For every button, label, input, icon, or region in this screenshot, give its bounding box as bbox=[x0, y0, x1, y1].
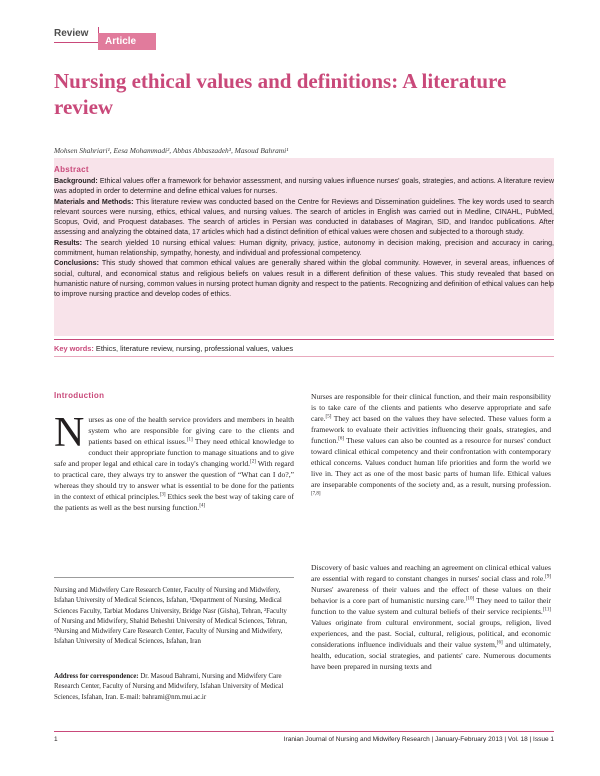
citation-ref[interactable]: [11] bbox=[542, 607, 551, 613]
citation-ref[interactable]: [2] bbox=[250, 459, 256, 465]
keywords bbox=[54, 344, 554, 354]
citation-ref[interactable]: [1] bbox=[186, 437, 193, 443]
body-text-8: and ultimately, health, education, social strategies, and patients' care. Numerous documents have been prepared in nursing texts and bbox=[311, 640, 551, 672]
intro-text-4: Ethics seek the best way of taking care of the patients as well as the best nursing function. bbox=[54, 492, 295, 513]
introduction-paragraph bbox=[54, 410, 295, 513]
citation-ref[interactable]: [9] bbox=[545, 574, 551, 580]
page-title: Nursing ethical values and definitions: A literature review bbox=[54, 69, 507, 119]
author-list: Mohsen Shahriari¹, Eesa Mohammadi², Abbas Abbaszadeh³, Masoud Bahrami¹ bbox=[54, 146, 289, 155]
intro-text-1: urses as one of the health service providers and members in health system who are responsible for giving care to the clients and patients based on ethical issues. bbox=[88, 415, 294, 447]
header-rule bbox=[54, 42, 98, 43]
abstract-methods-label: Materials and Methods: bbox=[54, 197, 134, 206]
keywords-label: Key words: bbox=[54, 344, 94, 353]
body-paragraph bbox=[311, 562, 551, 672]
abstract-heading: Abstract bbox=[54, 165, 89, 174]
abstract-conclusions-label: Conclusions: bbox=[54, 259, 99, 268]
abstract-background-label: Background: bbox=[54, 177, 98, 185]
introduction-heading: Introduction bbox=[54, 391, 105, 400]
citation-ref[interactable]: [3] bbox=[159, 492, 166, 498]
citation-ref[interactable]: [6] bbox=[496, 640, 503, 646]
drop-cap: N bbox=[54, 410, 85, 456]
keywords-bottom-rule bbox=[54, 356, 554, 357]
affiliation-footnote: Nursing and Midwifery Care Research Center, Faculty of Nursing and Midwifery, Isfahan University of Medical Sciences, Isfahan, ¹Department of Nursing, Medical Sciences Faculty, Tarbiat Modares University, Bridge Nasr (Gisha), Tehran, ²Faculty of Nursing and Midwifery, Shahid Beheshti University of Medical Sciences, Tehran, ³Nursing and Midwifery Care Research Center, Faculty of Nursing and Midwifery, Isfahan University of Medical Sciences, Isfahan, Iran bbox=[54, 587, 287, 646]
citation-ref[interactable]: [4] bbox=[199, 503, 206, 509]
body-paragraph bbox=[311, 391, 551, 501]
correspondence-label: Address for correspondence: bbox=[54, 673, 139, 680]
abstract-background-section bbox=[54, 176, 554, 197]
body-text-6: They need to tailor their function to the value system and cultural beliefs of their service recipients. bbox=[311, 596, 552, 617]
body-text-5: Nurses' awareness of their values and the effect of these values on their behavior is a core part of humanistic nursing care. bbox=[311, 585, 551, 606]
correspondence-footnote bbox=[54, 672, 294, 703]
body-text-1: Nurses are responsible for their clinical function, and their main responsibility is to take care of the clients and patients who deserve appropriate and safe care. bbox=[311, 392, 551, 424]
intro-text-2: They need ethical knowledge to conduct their appropriate function to manage situations and to give safe and proper legal and ethical care in today's changing world. bbox=[54, 437, 294, 469]
citation-ref[interactable]: [10] bbox=[465, 596, 475, 602]
footer-rule bbox=[54, 731, 554, 732]
body-text-2: They act based on the values they have selected. These values form a framework to evaluate their activities influencing their goals, strategies, and function. bbox=[311, 414, 551, 446]
article-type-tab-article: Article bbox=[98, 33, 156, 50]
journal-citation: Iranian Journal of Nursing and Midwifery Research | January-February 2013 | Vol. 18 | Issue 1 bbox=[283, 736, 554, 743]
footnote-rule bbox=[54, 577, 294, 578]
body-text-3: These values can also be counted as a resource for nurses' conduct toward clinical ethical competency and their confrontation with contemporary ethical concerns. Values conduct human life priorities and form the world we live in. They act as one of the most basic parts of human life. Ethical values are inseparable components of the society and, as a result, nursing profession. bbox=[311, 436, 551, 490]
abstract-conclusions-section bbox=[54, 258, 554, 299]
correspondence-text: Dr. Masoud Bahrami, Nursing and Midwifery Care Research Center, Faculty of Nursing and Midwifery, Isfahan University of Medical Sciences, Isfahan, Iran. E-mail: bahrami@nm.mui.ac.ir bbox=[54, 673, 284, 701]
article-type-tab-review: Review bbox=[54, 28, 89, 39]
abstract-results-label: Results: bbox=[54, 238, 82, 247]
abstract bbox=[54, 164, 554, 300]
body-text-4: Discovery of basic values and reaching an agreement on clinical ethical values are essential with regard to constant changes in nurses' social class and role. bbox=[311, 563, 551, 584]
abstract-results-section bbox=[54, 238, 554, 259]
citation-ref[interactable]: [7,8] bbox=[311, 491, 321, 497]
abstract-methods-text: This literature review was conducted based on the Centre for Reviews and Dissemination guidelines. The key words used to search relevant sources were nursing, ethics, ethical values, and nursing values. The search of articles in English was carried out in Medline, CINAHL, PubMed, Scopus, Ovid, and Proquest databases. The search of articles in Persian was conducted in databases of Magiran, SID, and Irandoc publications. After assessing and analyzing the obtained data, 17 articles which had a distinct definition of ethical values were chosen and subjected to a thorough study. bbox=[54, 197, 555, 237]
body-text-7: Values originate from cultural environment, social groups, religion, lived experiences, and the past. Social, cultural, religious, political, and economic considerations influence individuals and their value system, bbox=[311, 618, 551, 650]
citation-ref[interactable]: [5] bbox=[325, 414, 332, 420]
abstract-results-text: The search yielded 10 nursing ethical values: Human dignity, privacy, justice, autonomy in decision making, precision and accuracy in caring, commitment, human relationship, sympathy, honesty, and individual and professional competency. bbox=[54, 238, 555, 258]
citation-ref[interactable]: [6] bbox=[338, 436, 345, 442]
keywords-rule bbox=[54, 339, 554, 340]
abstract-conclusions-text: This study showed that common ethical values are generally shared within the global community. However, in several areas, influences of social, cultural, and economical status and religious beliefs on values result in a different definition of these values. This study revealed that based on humanistic nature of nursing, common values in nursing protect human dignity and respect to the patients. Recognizing and definition of ethical values can help to improve nursing practice and develop codes of ethics. bbox=[54, 259, 555, 299]
abstract-methods-section bbox=[54, 197, 554, 238]
page-number: 1 bbox=[54, 736, 58, 743]
keywords-text: Ethics, literature review, nursing, professional values, values bbox=[95, 344, 294, 353]
intro-text-3: With regard to practical care, they always try to answer the question of “What can I do?,” whereas they should try to answer what is essential to be done for the patients in the context of ethical principles. bbox=[54, 459, 294, 502]
abstract-background-text: Ethical values offer a framework for behavior assessment, and nursing values influence nurses' goals, strategies, and actions. A literature review was adopted in order to determine and define ethical values for nurses. bbox=[54, 177, 554, 196]
